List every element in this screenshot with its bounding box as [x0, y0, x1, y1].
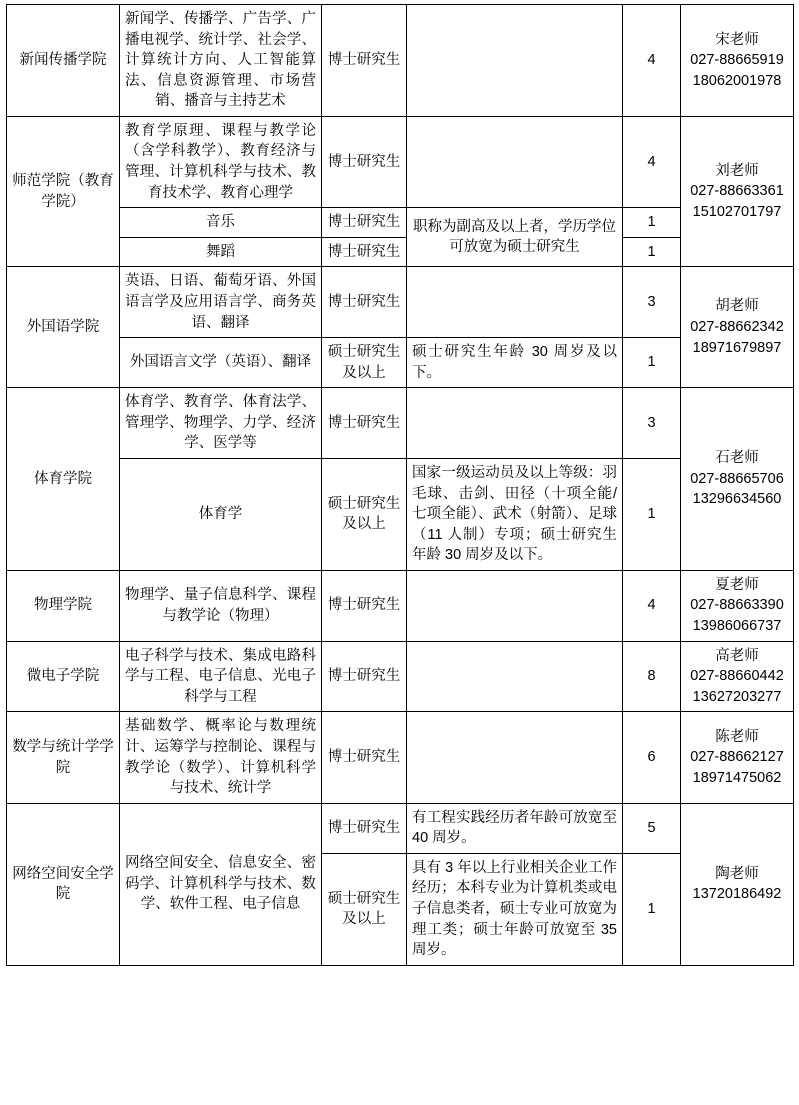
degree-cell: 博士研究生: [322, 237, 407, 267]
requirement-cell: [407, 570, 623, 641]
table-row: [7, 712, 794, 803]
major-cell: 体育学、教育学、体育法学、管理学、物理学、力学、经济学、医学等: [120, 388, 322, 459]
major-cell: 体育学: [120, 458, 322, 570]
contact-phone: 027-88663390: [690, 597, 784, 614]
major-cell: 网络空间安全、信息安全、密码学、计算机科学与技术、数学、软件工程、电子信息: [120, 803, 322, 965]
degree-cell: 博士研究生: [322, 116, 407, 207]
contact-name: 石老师: [715, 450, 759, 467]
contact-phone: 027-88660442: [690, 668, 784, 685]
contact-cell: [681, 388, 794, 571]
requirement-cell: [407, 267, 623, 338]
table-row: [7, 267, 794, 338]
degree-cell: 博士研究生: [322, 803, 407, 853]
contact-cell: [681, 570, 794, 641]
headcount-cell: 1: [623, 237, 681, 267]
table-row: [7, 237, 794, 267]
headcount-cell: 1: [623, 853, 681, 965]
college-cell: 数学与统计学学院: [7, 712, 120, 803]
headcount-cell: 1: [623, 338, 681, 388]
college-cell: 网络空间安全学院: [7, 803, 120, 965]
degree-cell: 博士研究生: [322, 5, 407, 117]
requirement-cell: 国家一级运动员及以上等级：羽毛球、击剑、田径（十项全能/七项全能）、武术（射箭）、足球（11 人制）专项；硕士研究生年龄 30 周岁及以下。: [407, 458, 623, 570]
college-cell: 新闻传播学院: [7, 5, 120, 117]
requirement-cell: 有工程实践经历者年龄可放宽至 40 周岁。: [407, 803, 623, 853]
college-cell: 物理学院: [7, 570, 120, 641]
headcount-cell: 4: [623, 116, 681, 207]
contact-name: 夏老师: [715, 576, 759, 593]
contact-name: 高老师: [715, 647, 759, 664]
contact-phone: 027-88662342: [690, 319, 784, 336]
contact-cell: [681, 116, 794, 266]
degree-cell: 硕士研究生及以上: [322, 853, 407, 965]
requirement-cell: [407, 641, 623, 712]
contact-cell: [681, 641, 794, 712]
contact-phone: 027-88662127: [690, 749, 784, 766]
table-row: [7, 116, 794, 207]
contact-phone: 18062001978: [692, 72, 782, 89]
major-cell: 电子科学与技术、集成电路科学与工程、电子信息、光电子科学与工程: [120, 641, 322, 712]
college-cell: 师范学院（教育学院）: [7, 116, 120, 266]
headcount-cell: 5: [623, 803, 681, 853]
college-cell: 微电子学院: [7, 641, 120, 712]
major-cell: 外国语言文学（英语）、翻译: [120, 338, 322, 388]
requirement-cell: [407, 712, 623, 803]
contact-phone: 13720186492: [692, 886, 782, 903]
contact-phone: 13296634560: [692, 491, 782, 508]
headcount-cell: 3: [623, 267, 681, 338]
table-row: [7, 5, 794, 117]
major-cell: 舞蹈: [120, 237, 322, 267]
major-cell: 英语、日语、葡萄牙语、外国语言学及应用语言学、商务英语、翻译: [120, 267, 322, 338]
table-row: [7, 208, 794, 238]
headcount-cell: 6: [623, 712, 681, 803]
major-cell: 新闻学、传播学、广告学、广播电视学、统计学、社会学、计算统计方向、人工智能算法、信息资源管理、市场营销、播音与主持艺术: [120, 5, 322, 117]
contact-cell: [681, 712, 794, 803]
contact-phone: 18971475062: [692, 769, 782, 786]
table-row: [7, 338, 794, 388]
requirement-cell: 职称为副高及以上者，学历学位可放宽为硕士研究生: [407, 208, 623, 267]
degree-cell: 博士研究生: [322, 641, 407, 712]
contact-phone: 18971679897: [692, 339, 782, 356]
degree-cell: 博士研究生: [322, 208, 407, 238]
contact-name: 宋老师: [715, 31, 759, 48]
headcount-cell: 4: [623, 570, 681, 641]
requirement-cell: [407, 388, 623, 459]
contact-cell: [681, 5, 794, 117]
contact-name: 陈老师: [715, 728, 759, 745]
table-row: [7, 570, 794, 641]
major-cell: 教育学原理、课程与教学论（含学科教学）、教育经济与管理、计算机科学与技术、教育技术学、教育心理学: [120, 116, 322, 207]
major-cell: 基础数学、概率论与数理统计、运筹学与控制论、课程与教学论（数学）、计算机科学与技术、统计学: [120, 712, 322, 803]
contact-phone: 13627203277: [692, 688, 782, 705]
degree-cell: 硕士研究生及以上: [322, 338, 407, 388]
college-cell: 外国语学院: [7, 267, 120, 388]
headcount-cell: 1: [623, 458, 681, 570]
contact-phone: 027-88665706: [690, 470, 784, 487]
degree-cell: 博士研究生: [322, 570, 407, 641]
requirement-cell: 硕士研究生年龄 30 周岁及以下。: [407, 338, 623, 388]
contact-cell: [681, 267, 794, 388]
headcount-cell: 8: [623, 641, 681, 712]
table-row: [7, 458, 794, 570]
table-row: [7, 641, 794, 712]
headcount-cell: 4: [623, 5, 681, 117]
contact-phone: 13986066737: [692, 618, 782, 635]
degree-cell: 博士研究生: [322, 712, 407, 803]
headcount-cell: 1: [623, 208, 681, 238]
college-cell: 体育学院: [7, 388, 120, 571]
requirement-cell: [407, 5, 623, 117]
contact-cell: [681, 803, 794, 965]
table-row: [7, 388, 794, 459]
requirement-cell: [407, 116, 623, 207]
degree-cell: 硕士研究生及以上: [322, 458, 407, 570]
degree-cell: 博士研究生: [322, 388, 407, 459]
contact-phone: 15102701797: [692, 203, 782, 220]
contact-phone: 027-88663361: [690, 183, 784, 200]
contact-name: 陶老师: [715, 865, 759, 882]
major-cell: 音乐: [120, 208, 322, 238]
recruitment-table: [6, 4, 794, 966]
contact-name: 胡老师: [715, 298, 759, 315]
contact-name: 刘老师: [715, 162, 759, 179]
contact-phone: 027-88665919: [690, 52, 784, 69]
degree-cell: 博士研究生: [322, 267, 407, 338]
headcount-cell: 3: [623, 388, 681, 459]
table-row: [7, 803, 794, 853]
requirement-cell: 具有 3 年以上行业相关企业工作经历；本科专业为计算机类或电子信息类者，硕士专业可放宽为理工类；硕士年龄可放宽至 35 周岁。: [407, 853, 623, 965]
major-cell: 物理学、量子信息科学、课程与教学论（物理）: [120, 570, 322, 641]
